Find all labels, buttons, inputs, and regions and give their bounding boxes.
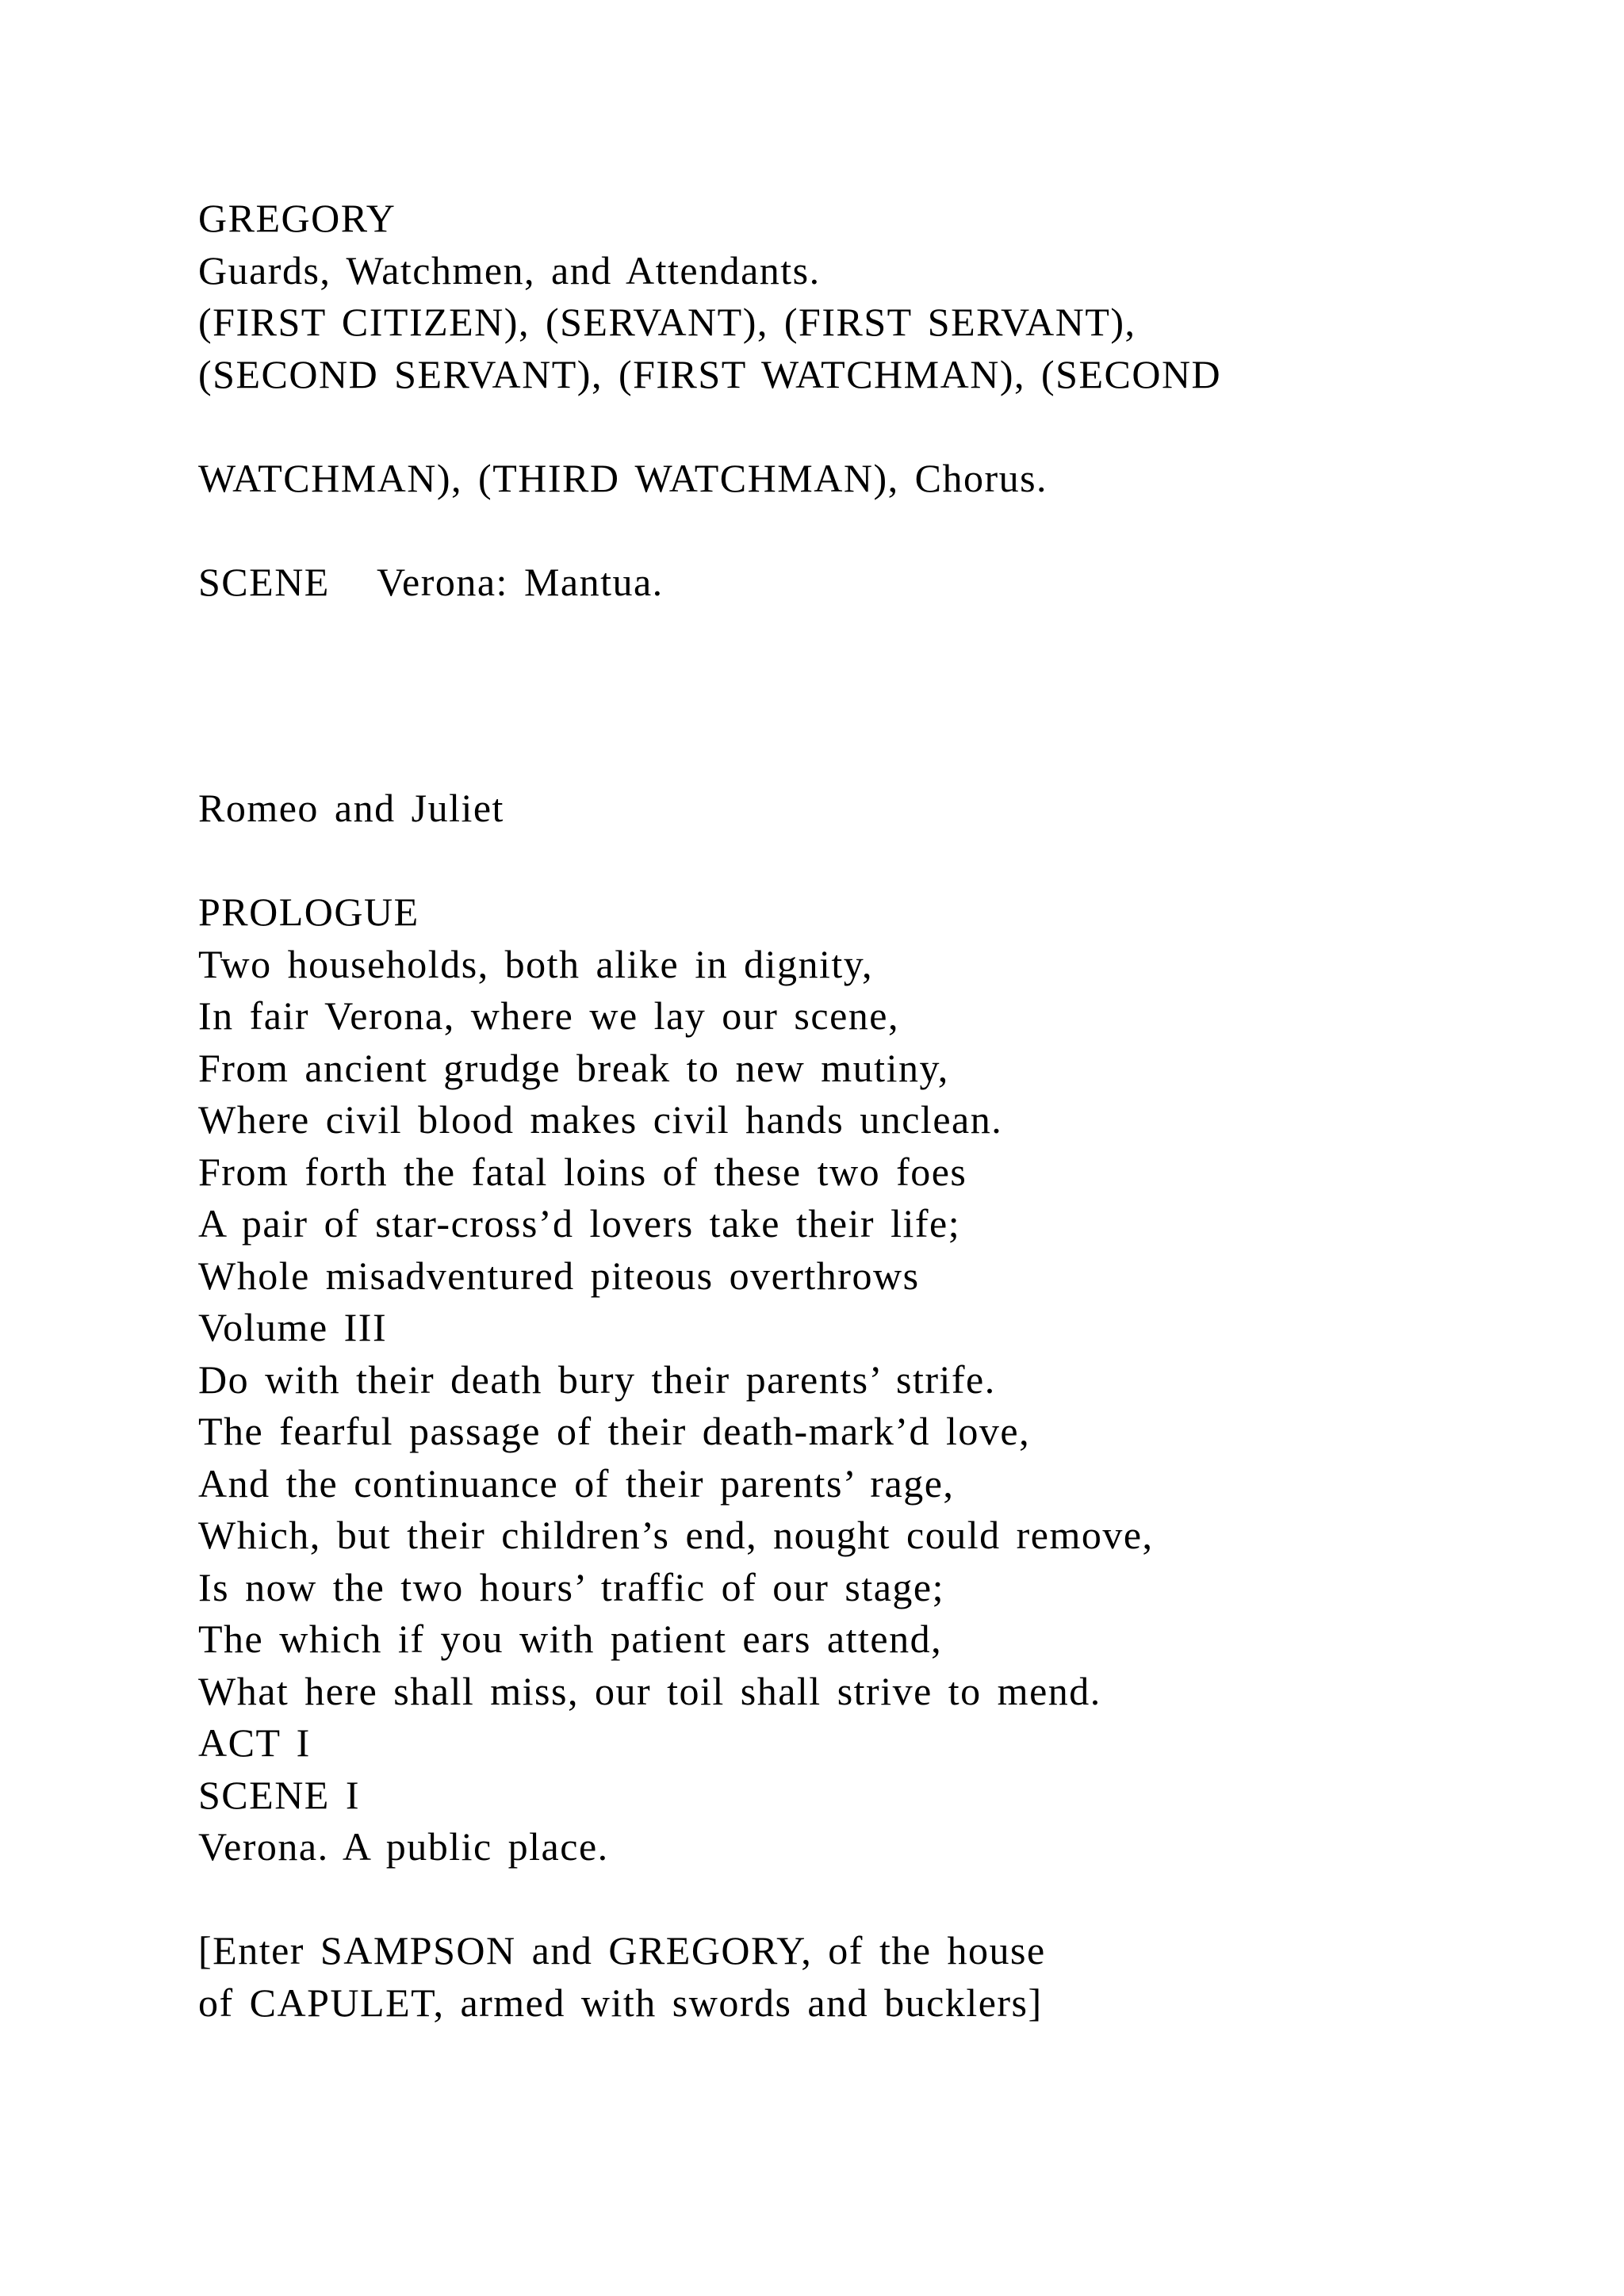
prologue-line: In fair Verona, where we lay our scene,	[198, 993, 899, 1038]
prologue-line: From ancient grudge break to new mutiny,	[198, 1045, 949, 1090]
prologue-line: Where civil blood makes civil hands unclean.	[198, 1097, 1003, 1142]
prologue-line: Whole misadventured piteous overthrows	[198, 1253, 920, 1298]
prologue-line: Do with their death bury their parents’ strife.	[198, 1357, 996, 1402]
prologue-line: Which, but their children’s end, nought could remove,	[198, 1513, 1154, 1557]
scene-heading: SCENE I	[198, 1772, 360, 1817]
prologue-line: From forth the fatal loins of these two foes	[198, 1149, 967, 1194]
spacer	[198, 608, 1546, 783]
play-title: Romeo and Juliet	[198, 786, 504, 830]
scene-setting: Verona. A public place.	[198, 1824, 609, 1869]
spacer	[198, 504, 1546, 557]
prologue-line: What here shall miss, our toil shall strive to mend.	[198, 1668, 1101, 1713]
cast-line: (FIRST CITIZEN), (SERVANT), (FIRST SERVANT),	[198, 300, 1136, 344]
cast-line: GREGORY	[198, 196, 396, 240]
stage-direction: of CAPULET, armed with swords and bucklers]	[198, 1980, 1043, 2025]
prologue-line: Two households, both alike in dignity,	[198, 941, 874, 986]
prologue-heading: PROLOGUE	[198, 890, 419, 934]
spacer	[198, 400, 1546, 453]
prologue-line: The which if you with patient ears attend,	[198, 1617, 943, 1661]
prologue-line: A pair of star-cross’d lovers take their life;	[198, 1201, 961, 1246]
cast-line: Guards, Watchmen, and Attendants.	[198, 247, 821, 293]
prologue-line: And the continuance of their parents’ rage,	[198, 1460, 955, 1506]
cast-continuation: WATCHMAN), (THIRD WATCHMAN), Chorus.	[198, 455, 1048, 500]
cast-line: (SECOND SERVANT), (FIRST WATCHMAN), (SECOND	[198, 351, 1222, 396]
prologue-line: The fearful passage of their death-mark’d love,	[198, 1409, 1031, 1453]
stage-direction: [Enter SAMPSON and GREGORY, of the house	[198, 1928, 1046, 1973]
spacer	[198, 835, 1546, 887]
act-heading: ACT I	[198, 1720, 311, 1765]
spacer	[198, 1873, 1546, 1926]
scene-location: SCENE Verona: Mantua.	[198, 559, 664, 604]
prologue-line: Is now the two hours’ traffic of our stage;	[198, 1564, 944, 1609]
document-text	[198, 193, 1546, 2029]
volume-marker: Volume III	[198, 1305, 388, 1349]
